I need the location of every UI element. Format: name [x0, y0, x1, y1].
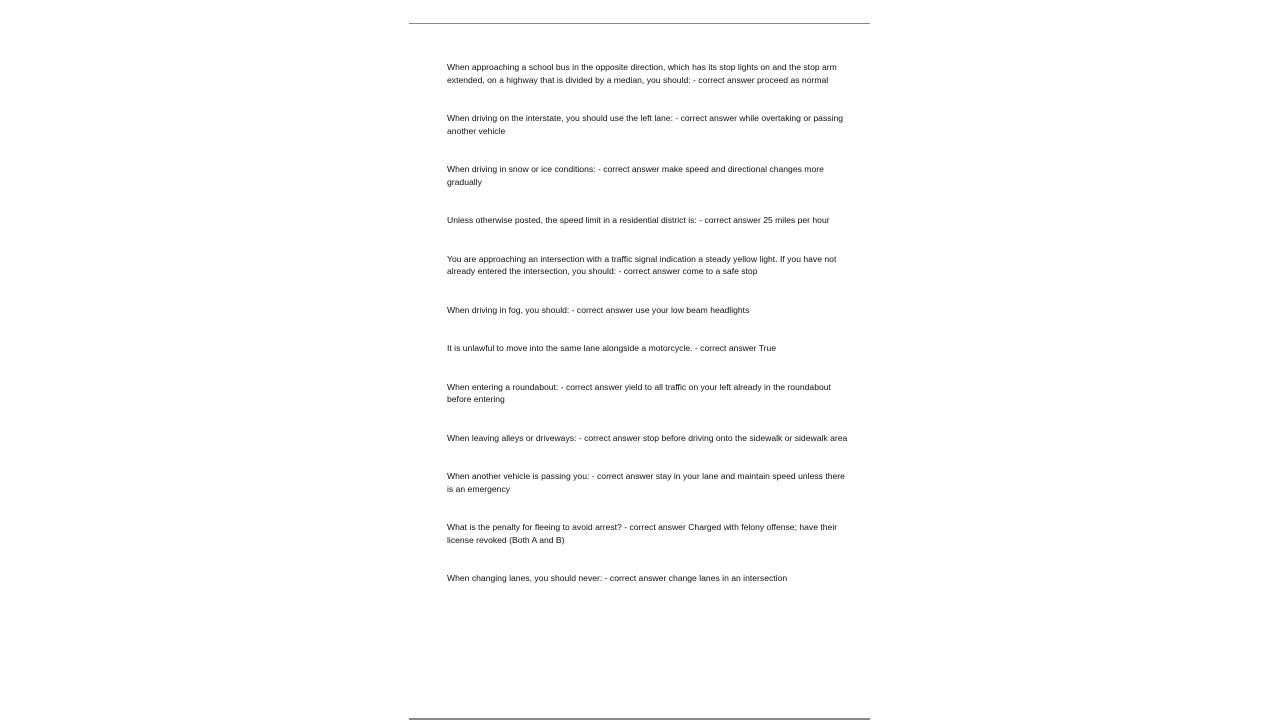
- qa-item: What is the penalty for fleeing to avoid arrest? - correct answer Charged with felony offense; have their license revoked (Both A and B): [447, 522, 838, 545]
- qa-item: It is unlawful to move into the same lane alongside a motorcycle. - correct answer True: [447, 343, 777, 353]
- qa-item: When leaving alleys or driveways: - correct answer stop before driving onto the sidewalk or sidewalk area: [447, 432, 848, 443]
- qa-item: When entering a roundabout: - correct answer yield to all traffic on your left already in the roundabout before entering: [447, 381, 831, 404]
- qa-item: When driving in fog, you should: - correct answer use your low beam headlights: [447, 304, 750, 315]
- qa-item: When driving on the interstate, you should use the left lane: - correct answer while overtaking or passing another vehicle: [447, 113, 844, 136]
- qa-item: When changing lanes, you should never: - correct answer change lanes in an intersection: [447, 573, 788, 583]
- qa-item: When approaching a school bus in the opposite direction, which has its stop lights on and the stop arm extended, on a highway that is divided by a median, you should: - correct answer proceed as normal: [447, 62, 837, 85]
- qa-item: You are approaching an intersection with a traffic signal indication a steady yellow light. If you have not already entered the intersection, you should: - correct answer come to a safe stop: [447, 253, 837, 276]
- qa-item: When driving in snow or ice conditions: - correct answer make speed and directional changes more gradually: [447, 164, 824, 187]
- page-top-border: [409, 23, 870, 24]
- document-page: [409, 0, 870, 720]
- qa-list: [447, 61, 851, 611]
- qa-item: When another vehicle is passing you: - correct answer stay in your lane and maintain speed unless there is an emergency: [447, 471, 845, 494]
- qa-item: Unless otherwise posted, the speed limit in a residential district is: - correct answer 25 miles per hour: [447, 215, 830, 225]
